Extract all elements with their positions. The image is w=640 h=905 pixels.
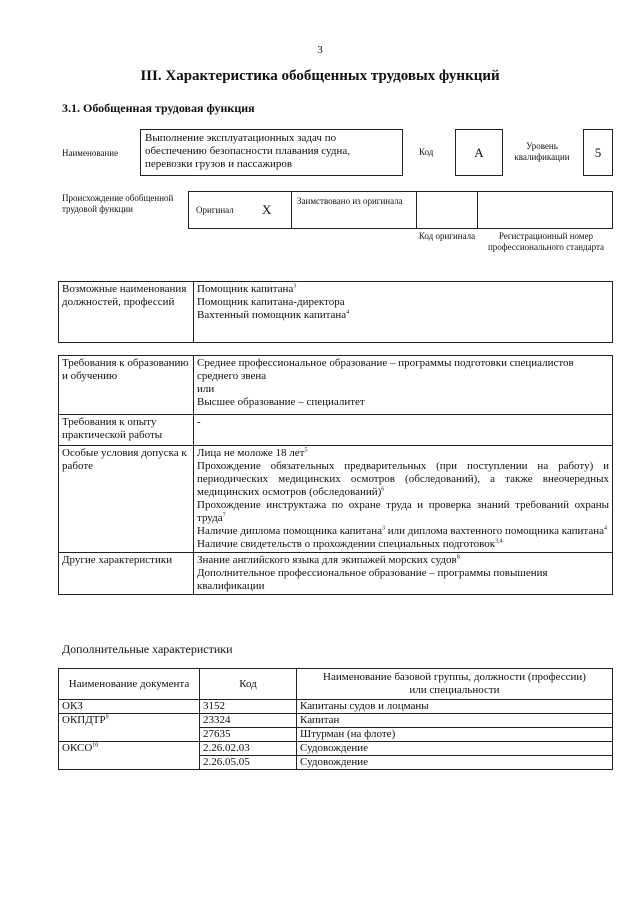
table-row: [59, 742, 613, 756]
positions-table: [58, 281, 613, 343]
code-original-caption: Код оригинала: [418, 231, 476, 241]
additional-title: Дополнительные характеристики: [62, 642, 233, 656]
cell-name: Штурман (на флоте): [297, 728, 613, 742]
position-item: Помощник капитана$^3$: [197, 283, 297, 295]
code-label: Код: [419, 147, 434, 157]
borrowed-label: Заимствовано из оригинала: [297, 196, 403, 206]
cell-doc: ОКСО$^{10}$: [59, 742, 200, 770]
table-row: [59, 700, 613, 714]
cell-code: 2.26.05.05: [200, 756, 297, 770]
table-row: [59, 356, 613, 415]
section-title: III. Характеристика обобщенных трудовых функций: [140, 68, 500, 84]
origin-divider-1: [291, 191, 292, 229]
page-number: 3: [317, 44, 323, 56]
position-item: Вахтенный помощник капитана$^4$: [197, 309, 350, 321]
req-admission-label: Особые условия допуска к работе: [59, 446, 194, 553]
origin-divider-2: [416, 191, 417, 229]
origin-label: Происхождение обобщенной трудовой функции: [62, 193, 174, 214]
code-value: A: [455, 129, 503, 176]
cell-code: 23324: [200, 714, 297, 728]
level-value: 5: [583, 129, 613, 176]
req-education-value: Среднее профессиональное образование – программы подготовки специалистов среднего звена или Высшее образование – специалитет: [194, 356, 613, 415]
table-row: [59, 714, 613, 728]
header-name: Наименование базовой группы, должности (профессии) или специальности: [297, 669, 613, 700]
cell-name: Судовождение: [297, 756, 613, 770]
cell-name: Судовождение: [297, 742, 613, 756]
position-item: Помощник капитана-директора: [197, 296, 345, 308]
name-label: Наименование: [62, 148, 119, 158]
level-label: Уровень квалификации: [514, 141, 570, 162]
table-header-row: [59, 669, 613, 700]
subsection-title: 3.1. Обобщенная трудовая функция: [62, 101, 255, 115]
cell-doc: ОКЗ: [59, 700, 200, 714]
req-admission-value: Лица не моложе 18 лет$^5$ Прохождение обязательных предварительных (при поступлении на работу) и периодических медицинских осмотров (обследований), а также внеочередных медицинских осмотров (обследований)$^6$ Прохождение инструктажа по охране труда и проверка знаний требований охраны труда$^7$ Наличие диплома помощника капитана$^3$ или диплома вахтенного помощника капитана$^4$ Наличие свидетельств о прохождении специальных подготовок$^{3,4}$: [194, 446, 613, 553]
table-row: [59, 553, 613, 595]
header-code: Код: [200, 669, 297, 700]
cell-name: Капитаны судов и лоцманы: [297, 700, 613, 714]
original-mark: X: [262, 202, 272, 217]
req-experience-value: -: [194, 415, 613, 446]
cell-code: 27635: [200, 728, 297, 742]
name-value: Выполнение эксплуатационных задач по обеспечению безопасности плавания судна, перевозки грузов и пассажиров: [140, 129, 403, 176]
req-experience-label: Требования к опыту практической работы: [59, 415, 194, 446]
cell-doc: ОКПДТР$^9$: [59, 714, 200, 742]
positions-list: [194, 282, 613, 343]
table-row: [59, 415, 613, 446]
table-row: [59, 446, 613, 553]
header-document: Наименование документа: [59, 669, 200, 700]
cell-code: 3152: [200, 700, 297, 714]
cell-code: 2.26.02.03: [200, 742, 297, 756]
cell-name: Капитан: [297, 714, 613, 728]
additional-table: [58, 668, 613, 770]
positions-label: Возможные наименования должностей, профессий: [59, 282, 194, 343]
req-other-value: Знание английского языка для экипажей морских судов$^8$ Дополнительное профессиональное образование – программы повышения квалификации: [194, 553, 613, 595]
req-other-label: Другие характеристики: [59, 553, 194, 595]
origin-divider-3: [477, 191, 478, 229]
reg-number-caption: Регистрационный номер профессионального стандарта: [487, 231, 605, 252]
original-label: Оригинал: [196, 205, 234, 215]
req-education-label: Требования к образованию и обучению: [59, 356, 194, 415]
requirements-table: [58, 355, 613, 595]
